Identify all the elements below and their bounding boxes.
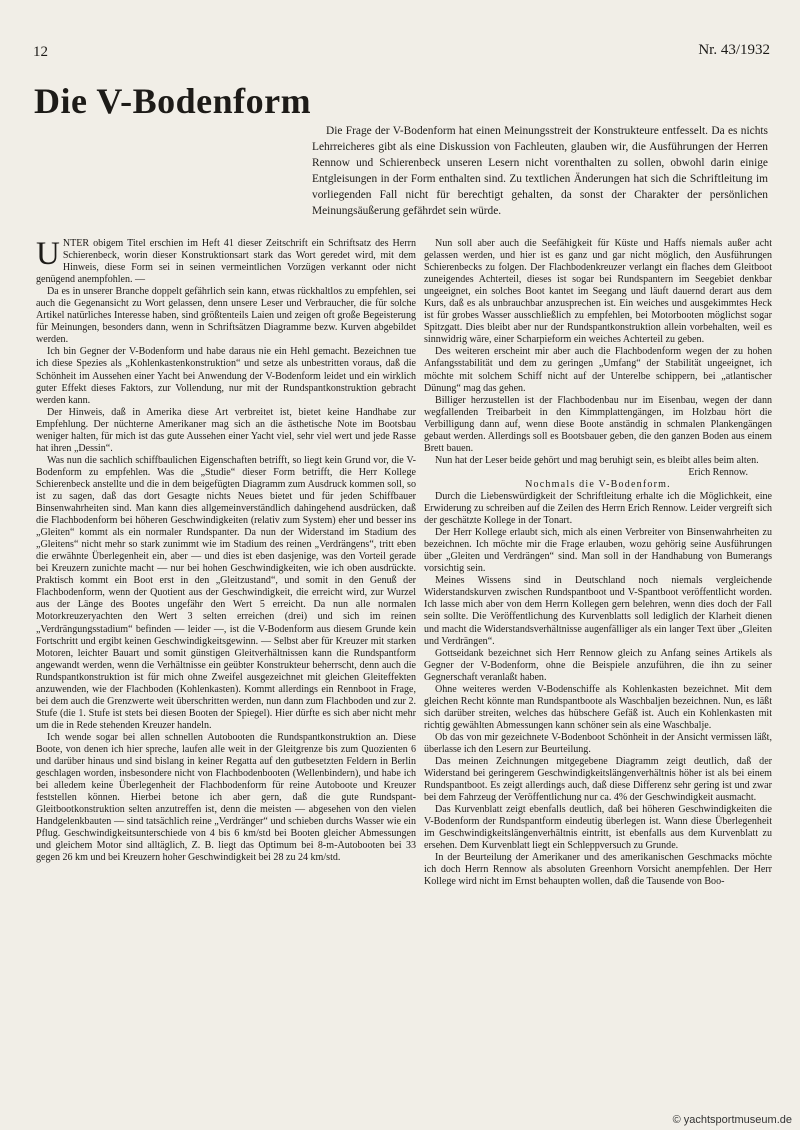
paragraph: Das Kurvenblatt zeigt ebenfalls deutlich, daß bei höheren Geschwindigkeiten die V-Bodenform der Rundspantform eindeutig überlegen ist. Wann diese Überlegenheit im Geschwindigkeitslängenverhältnis eintritt, ist ebenfalls aus dem Kurvenblatt zu ersehen. Dem Kurvenblatt liegt ein Schleppversuch zu Grunde.	[424, 804, 772, 852]
paragraph: In der Beurteilung der Amerikaner und des amerikanischen Geschmacks möchte ich doch Herrn Rennow als absoluten Greenhorn Vorsicht anempfehlen. Der Herr Kollege wird nicht im Ernst behaupten wollen, daß die Tausende von Boo-	[424, 852, 772, 888]
paragraph: Da es in unserer Branche doppelt gefährlich sein kann, etwas rückhaltlos zu empfehlen, sei auch die Gegenansicht zu Wort gelassen, denn unsere Leser und Verbraucher, die für solche Artikel natürliches Interesse haben, sind größtenteils Laien und zeigen oft große Begeisterung für Meinungen, besonders dann, wenn in Schriftsätzen Diagramme bezw. Kurven abgebildet werden.	[36, 286, 416, 346]
drop-cap: U	[36, 236, 60, 272]
author-signature: Erich Rennow.	[688, 466, 748, 478]
paragraph: Nun hat der Leser beide gehört und mag beruhigt sein, es bleibt alles beim alten.	[435, 454, 759, 466]
paragraph: Ich bin Gegner der V-Bodenform und habe daraus nie ein Hehl gemacht. Bezeichnen tue ich diese Spezies als „Kohlenkastenkonstruktion“ und setze als unbestritten voraus, daß die Schönheit im Aussehen einer Yacht bei Anwendung der V-Bodenform leidet und ein wirklich guter Effekt dieses Faktors, zur Vollendung, nur mit der Rundspantkonstruktion gebracht werden kann.	[36, 346, 416, 406]
copyright-credit: © yachtsportmuseum.de	[672, 1114, 792, 1126]
paragraph: Ob das von mir gezeichnete V-Bodenboot Schönheit in der Ansicht vermissen läßt, überlasse ich den Lesern zur Beurteilung.	[424, 731, 772, 755]
paragraph: Billiger herzustellen ist der Flachbodenbau nur im Eisenbau, wegen der dann wegfallenden Treibarbeit in den Kimmplattengängen, im Holzbau hört die Verbilligung dann auf, wenn diese Boote anständig in schmalen Plankengängen gebaut werden. Allerdings soll es Bootsbauer geben, die den ganzen Boden aus einem Brett bauen.	[424, 394, 772, 454]
paragraph: Ich wende sogar bei allen schnellen Autobooten die Rundspantkonstruktion an. Diese Boote, von denen ich hier spreche, laufen alle weit in der Gleitgrenze bis zum Quozienten 6 und darüber hinaus und sind bislang in keiner Regatta auf den gutbesetzten Feldern in Berlin geschlagen worden, insbesondere nicht von Flachbodenbooten (Wellenbindern), und habe ich bei alledem keine Überlegenheit der Flachbodenform für reine Autoboote und Kreuzer feststellen können. Hierbei betone ich aber gern, daß die gute Rundspant-Gleitbootkonstruktion selten anzutreffen ist, denn die meisten — abgesehen von den vielen Handgelenkbauten — sind tatsächlich reine „Verdränger“ und schieben durchs Wasser wie ein Pflug. Geschwindigkeitsunterschiede von 4 bis 6 km/std bei Booten gleicher Abmessungen und gleichem Motor sind alltäglich, Z. B. liegt das Optimum bei 8-m-Autobooten bei 33 gegen 26 km und bei Kreuzern hoher Geschwindigkeit bei 28 zu 24 km/std.	[36, 731, 416, 864]
paragraph: Des weiteren erscheint mir aber auch die Flachbodenform wegen der zu hohen Anfangsstabilität und dem zu geringen „Umfang“ der Stabilität ungeeignet, ich möchte mit solchem Schiff nicht auf der Unterelbe schippern, bei „atlantischer Dünung“ mag das gehen.	[424, 346, 772, 394]
paragraph: Der Hinweis, daß in Amerika diese Art verbreitet ist, bietet keine Handhabe zur Empfehlung. Der nüchterne Amerikaner mag sich an die ästhetische Note im Bootsbau weniger halten, für mich ist das gute Aussehen einer Yacht viel, sehr viel wert und jede Rasse hat ihren „Dessin“.	[36, 406, 416, 454]
left-column	[36, 238, 416, 864]
paragraph: Gottseidank bezeichnet sich Herr Rennow gleich zu Anfang seines Artikels als Gegner der V-Bodenform, ohne die Beispiele anzuführen, die ihn zu seiner Gegnerschaft veranlaßt haben.	[424, 647, 772, 683]
paragraph: Nun soll aber auch die Seefähigkeit für Küste und Haffs niemals außer acht gelassen werden, und hier ist es ganz und gar nicht möglich, den Ausführungen Schierenbecks zu folgen. Der Flachbodenkreuzer verlangt ein flaches dem Gleitboot zuneigendes Achterteil, dieses ist sogar bei Rundspantern im Seegebiet denkbar ungeeignet, ein solches Boot kantet im Seegang und läuft dauernd derart aus dem Kurs, daß es als unbrauchbar anzusprechen ist. Ein weiches und ausgekimmtes Heck ist für grobes Wasser ausschließlich zu empfehlen, bei Motorbooten möglichst sogar Spitzgatt. Dies bleibt aber nur der Rundspantkonstruktion allein vorbehalten, weil es sinnwidrig wäre, einer Scharpieform ein weiches Achterteil zu geben.	[424, 238, 772, 346]
issue-number: Nr. 43/1932	[698, 42, 770, 58]
section-heading: Nochmals die V-Bodenform.	[525, 478, 671, 490]
paragraph: UNTER obigem Titel erschien im Heft 41 dieser Zeitschrift ein Schriftsatz des Herrn Schierenbeck, worin dieser Konstruktionsart stark das Wort geredet wird, mit dem Hinweis, diese Form sei in seinen vermeintlichen Vorzügen verkannt oder nicht genügend anempfohlen. —	[36, 236, 416, 286]
editorial-intro: Die Frage der V-Bodenform hat einen Meinungsstreit der Konstrukteure entfesselt. Da es nichts Lehrreicheres gibt als eine Diskussion von Fachleuten, glauben wir, die Ausführungen der Herren Rennow und Schierenbeck unseren Lesern nicht vorenthalten zu sollen, obwohl darin einige Entgleisungen in der Form enthalten sind. Zu textlichen Änderungen hat sich die Schriftleitung im vorliegenden Fall nicht für berechtigt gehalten, da sonst der Charakter der persönlichen Meinungsäußerung gefährdet sein würde.	[312, 125, 768, 218]
paragraph: Ohne weiteres werden V-Bodenschiffe als Kohlenkasten bezeichnet. Mit dem gleichen Recht könnte man Rundspantboote als Waschbaljen bezeichnen. Nun, es läßt sich darüber streiten, welches das hübschere Gefäß ist. Auch ein Kohlenkasten mit richtig gewählten Abmessungen kann schöner sein als eine Waschbalje.	[424, 683, 772, 731]
paragraph: Der Herr Kollege erlaubt sich, mich als einen Verbreiter von Binsenwahrheiten zu bezeichnen. Ich möchte mir die Frage erlauben, wozu gehörig seine Ausführungen über „Gleiten und Verdrängen“ sind. Man soll in der Handhabung von Bumerangs vorsichtig sein.	[424, 527, 772, 575]
right-column	[424, 238, 772, 889]
article-title: Die V-Bodenform	[34, 81, 312, 121]
paragraph: Was nun die sachlich schiffbaulichen Eigenschaften betrifft, so liegt kein Grund vor, die V-Bodenform zu empfehlen. Was die „Studie“ dieser Form betrifft, die Herr Kollege Schierenbeck anstellte und die in dem beigefügten Diagramm zum Ausdruck kommen soll, so ist zu sagen, daß das dort Gesagte nichts Neues bietet und für jeden Schiffbauer Binsenwahrheiten sind. Man kann dies allgemeinverständlich dahingehend ausdrücken, daß die Flachbodenform bei höheren Geschwindigkeiten (relativ zum System) eher und besser ins „Gleiten“ kommt als ein normaler Rundspanter. Da nun der Widerstand im Stadium des „Gleitens“ nicht mehr so stark zunimmt wie im Stadium des reinen „Verdrängens“, tritt eben die erwähnte Überlegenheit ein, aber — und dies ist eben dasjenige, was den Vorteil gerade bei Kreuzern zunichte macht — nur bei hohen Geschwindigkeiten, wie ich oben ausdrückte. Praktisch kommt ein Boot erst in den „Gleitzustand“, und somit in den Genuß der Flachbodenform, wenn der Quotient aus der Geschwindigkeit, die erreicht wird, zur Wurzel aus der Länge des Bootes ungefähr den Wert 5 erreicht. Da nun alle normalen Motorkreuzeryachten den Wert 3 selten erreichen (drei) und sich im reinen „Verdrängungsstadium“ befinden — leider —, ist die V-Bodenform aus diesem Grunde kein Fortschritt und ergibt keinen Geschwindigkeitsgewinn. — Selbst aber für Kreuzer mit starken Motoren, leichter Bauart und somit günstigen Gleitverhältnissen kann die Rundspantform angewandt werden, wenn die Verhältnisse ein geübter Konstrukteur beherrscht, denn auch die Rundspantkonstruktion ist für mich ohne Zweifel ausgezeichnet mit gleichen Gleiteffekten anzuwenden, wie der Flachboden (Kohlenkasten). Kommt allerdings ein Rennboot in Frage, bei dem auch die Grenzwerte weit überschritten werden, nun dann zum Flachboden und zur 2. Stufe (die 1. Stufe ist stets bei diesen Booten der Spiegel). Hier dürfte es sich aber nicht mehr um die in Rede stehenden Kreuzer handeln.	[36, 454, 416, 731]
paragraph: Meines Wissens sind in Deutschland noch niemals vergleichende Widerstandskurven zwischen Rundspantboot und V-Spantboot veröffentlicht worden. Ich lasse mich aber von dem Herrn Kollegen gern belehren, wenn dies doch der Fall sein sollte. Die Veröffentlichung des Kurvenblatts soll lediglich der Klarheit dienen und macht die Widerstandsverhältnisse augenfälliger als ein langer Text über „Gleiten und Verdrängen“.	[424, 575, 772, 647]
paragraph: Das meinen Zeichnungen mitgegebene Diagramm zeigt deutlich, daß der Widerstand bei geringerem Geschwindigkeitslängenverhältnis höher ist als bei einem Rundspantboot. Es zeigt allerdings auch, daß diese Differenz sehr gering ist und zwar bei dem Fahrzeug der Veröffentlichung nur ca. 4% der Geschwindigkeit ausmacht.	[424, 756, 772, 804]
paragraph: Durch die Liebenswürdigkeit der Schriftleitung erhalte ich die Möglichkeit, eine Erwiderung zu schreiben auf die Zeilen des Herrn Erich Rennow. Leider vergreift sich der geschätzte Kollege in der Tonart.	[424, 490, 772, 527]
page-number: 12	[33, 44, 48, 60]
